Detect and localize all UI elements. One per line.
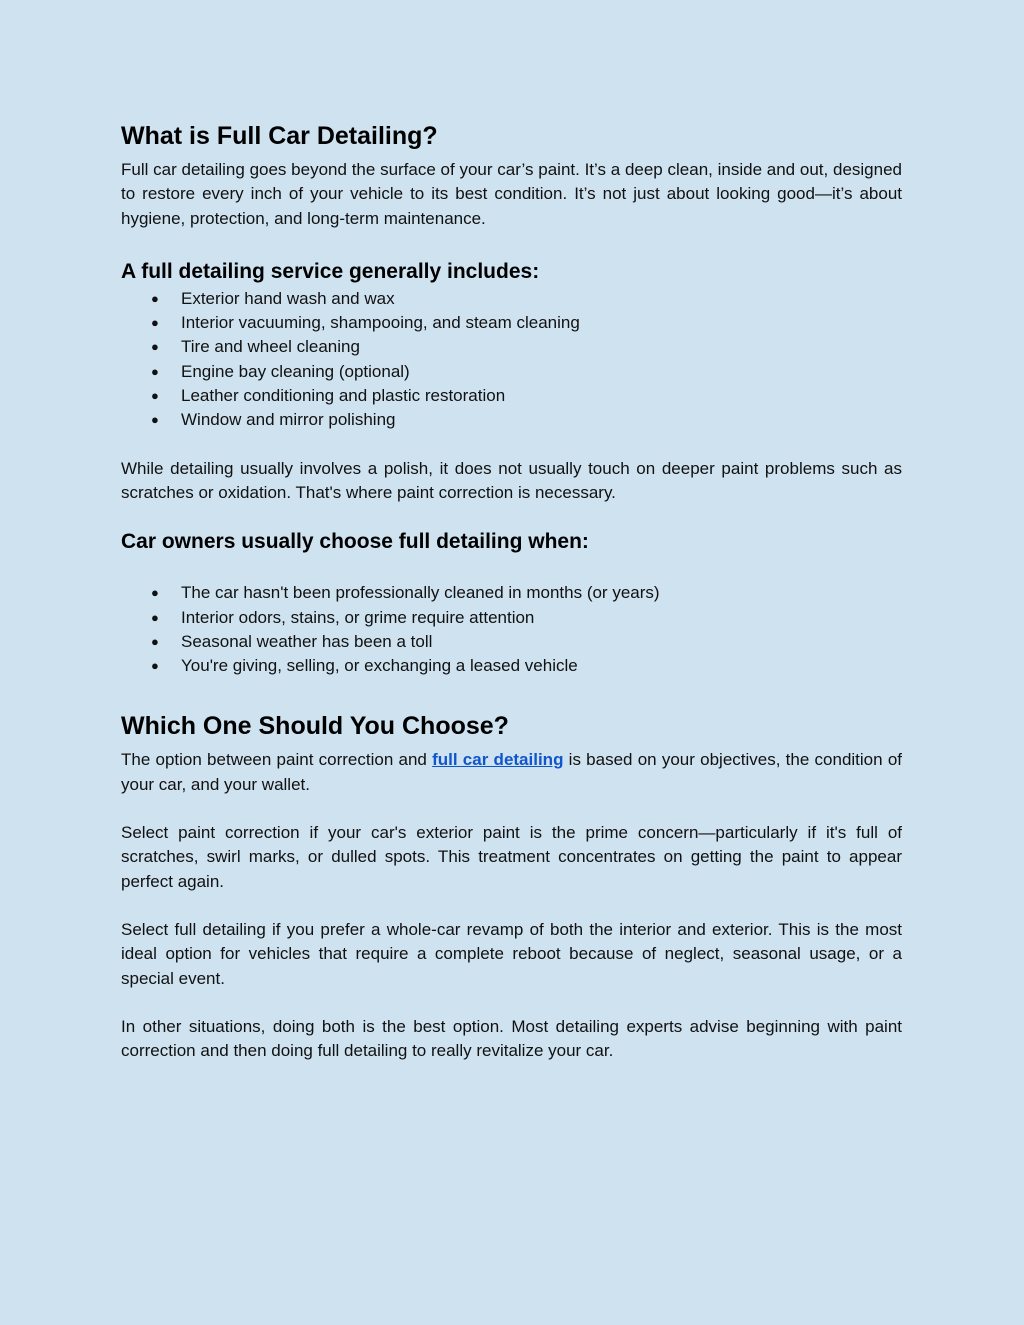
bullet-icon: ●	[151, 339, 159, 355]
list-service-includes	[121, 287, 902, 433]
list-item: ● Engine bay cleaning (optional)	[121, 360, 902, 384]
list-item: ● The car hasn't been professionally cleaned in months (or years)	[121, 581, 902, 605]
paragraph-option-intro: The option between paint correction and full car detailing is based on your objectives, the condition of your car, and your wallet.	[121, 750, 902, 794]
bullet-icon: ●	[151, 315, 159, 331]
paragraph-both: In other situations, doing both is the best option. Most detailing experts advise beginning with paint correction and then doing full detailing to really revitalize your car.	[121, 1016, 902, 1061]
list-item: ● Seasonal weather has been a toll	[121, 630, 902, 654]
document-page	[121, 118, 902, 1063]
list-item: ● Tire and wheel cleaning	[121, 335, 902, 359]
bullet-icon: ●	[151, 585, 159, 601]
paragraph-polish-note: While detailing usually involves a polish, it does not usually touch on deeper paint problems such as scratches or oxidation. That's where paint correction is necessary.	[121, 458, 902, 502]
bullet-icon: ●	[151, 609, 159, 625]
full-car-detailing-link[interactable]: full car detailing	[432, 750, 564, 770]
list-item: ● Window and mirror polishing	[121, 408, 902, 432]
bullet-icon: ●	[151, 290, 159, 306]
heading-when-choose-detailing: Car owners usually choose full detailing when:	[121, 530, 589, 554]
bullet-icon: ●	[151, 363, 159, 379]
bullet-icon: ●	[151, 658, 159, 674]
list-item: ● You're giving, selling, or exchanging a leased vehicle	[121, 654, 902, 678]
bullet-icon: ●	[151, 412, 159, 428]
paragraph-paint-correction: Select paint correction if your car's exterior paint is the prime concern—particularly if it's full of scratches, swirl marks, or dulled spots. This treatment concentrates on getting the paint to appear perfect again.	[121, 823, 902, 891]
bullet-icon: ●	[151, 388, 159, 404]
list-item: ● Interior vacuuming, shampooing, and steam cleaning	[121, 311, 902, 335]
heading-which-one: Which One Should You Choose?	[121, 712, 509, 741]
heading-what-is-full-car-detailing: What is Full Car Detailing?	[121, 122, 438, 150]
heading-service-includes: A full detailing service generally includes:	[121, 259, 540, 283]
list-when-choose-detailing	[121, 581, 902, 678]
list-item: ● Exterior hand wash and wax	[121, 287, 902, 311]
paragraph-definition: Full car detailing goes beyond the surface of your car’s paint. It’s a deep clean, inside and out, designed to restore every inch of your vehicle to its best condition. It’s not just about looking good—it’s about hygiene, protection, and long-term maintenance.	[121, 160, 902, 228]
bullet-icon: ●	[151, 633, 159, 649]
list-item: ● Leather conditioning and plastic restoration	[121, 384, 902, 408]
paragraph-full-detailing: Select full detailing if you prefer a whole-car revamp of both the interior and exterior. This is the most ideal option for vehicles that require a complete reboot because of neglect, seasonal usage, or a special event.	[121, 919, 902, 988]
list-item: ● Interior odors, stains, or grime require attention	[121, 606, 902, 630]
